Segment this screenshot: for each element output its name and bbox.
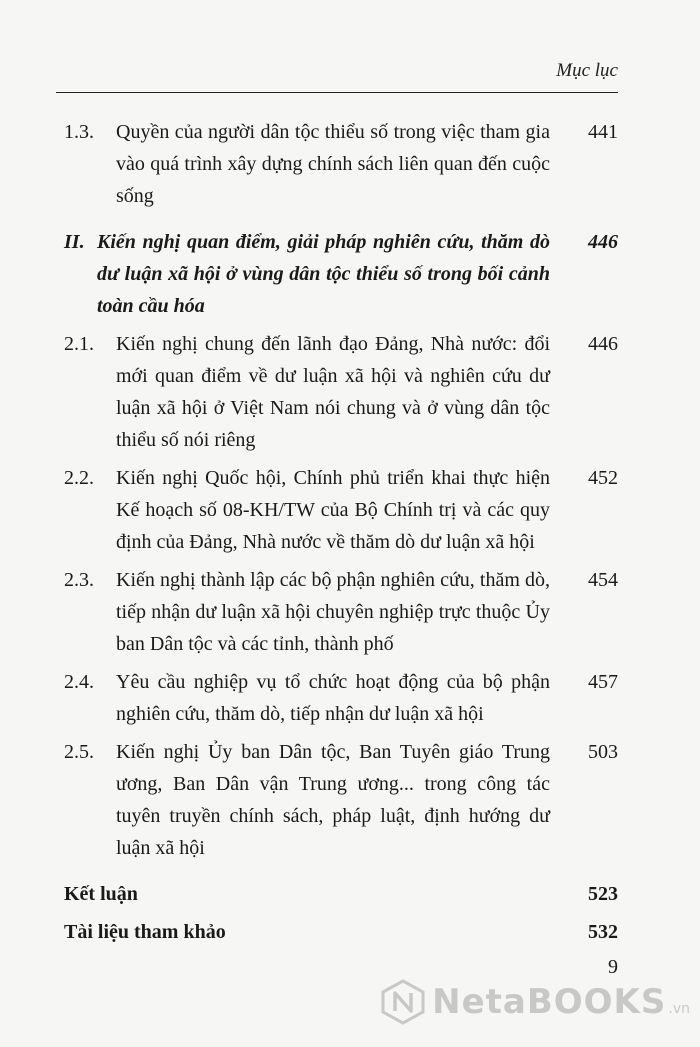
toc-entry-number: 2.2. bbox=[64, 467, 94, 489]
toc-entry-title: Tài liệu tham khảo bbox=[64, 921, 226, 943]
header-rule bbox=[56, 92, 618, 93]
toc-entry-title: Kiến nghị quan điểm, giải pháp nghiên cứu, thăm dò dư luận xã hội ở vùng dân tộc thiểu số trong bối cảnh toàn cầu hóa bbox=[97, 231, 550, 317]
toc-entry bbox=[64, 462, 618, 558]
toc-entry-number: 2.1. bbox=[64, 333, 94, 355]
toc-entry-number: 1.3. bbox=[64, 121, 94, 143]
watermark-text: NetaBOOKS bbox=[432, 982, 667, 1022]
toc-entry-number: 2.3. bbox=[64, 569, 94, 591]
toc-entry-title: Kiến nghị Ủy ban Dân tộc, Ban Tuyên giáo Trung ương, Ban Dân vận Trung ương... trong công tác tuyên truyền chính sách, pháp luật, định hướng dư luận xã hội bbox=[116, 741, 550, 859]
toc-entry-title: Kiến nghị chung đến lãnh đạo Đảng, Nhà nước: đổi mới quan điểm về dư luận xã hội và nghiên cứu dư luận xã hội ở Việt Nam nói chung và ở vùng dân tộc thiểu số nói riêng bbox=[116, 333, 550, 451]
book-logo-icon bbox=[380, 979, 426, 1025]
toc-entry bbox=[64, 736, 618, 864]
toc-entry-title: Yêu cầu nghiệp vụ tổ chức hoạt động của bộ phận nghiên cứu, thăm dò, tiếp nhận dư luận xã hội bbox=[116, 671, 550, 725]
page-number: 9 bbox=[608, 956, 618, 978]
watermark-suffix: .vn bbox=[668, 1001, 690, 1017]
toc-entry bbox=[64, 328, 618, 456]
toc-entry-number: 2.5. bbox=[64, 741, 94, 763]
toc-entry-page: 441 bbox=[588, 121, 618, 143]
toc-list bbox=[64, 116, 618, 954]
toc-entry-page: 523 bbox=[588, 883, 618, 905]
toc-entry-number: 2.4. bbox=[64, 671, 94, 693]
watermark bbox=[380, 979, 690, 1025]
toc-entry bbox=[64, 666, 618, 730]
toc-entry-title: Kiến nghị Quốc hội, Chính phủ triển khai thực hiện Kế hoạch số 08-KH/TW của Bộ Chính trị và các quy định của Đảng, Nhà nước về thăm dò dư luận xã hội bbox=[116, 467, 550, 553]
toc-references bbox=[64, 916, 618, 948]
running-header-title: Mục lục bbox=[556, 60, 618, 81]
toc-entry-page: 446 bbox=[588, 333, 618, 355]
toc-entry-page: 446 bbox=[588, 231, 618, 253]
toc-entry-number: II. bbox=[64, 231, 85, 253]
toc-entry-page: 452 bbox=[588, 467, 618, 489]
toc-entry-page: 503 bbox=[588, 741, 618, 763]
toc-entry-page: 457 bbox=[588, 671, 618, 693]
toc-entry-page: 532 bbox=[588, 921, 618, 943]
toc-section-heading bbox=[64, 226, 618, 322]
toc-entry bbox=[64, 116, 618, 212]
toc-entry-title: Kiến nghị thành lập các bộ phận nghiên cứu, thăm dò, tiếp nhận dư luận xã hội chuyên nghiệp trực thuộc Ủy ban Dân tộc và các tỉnh, thành phố bbox=[116, 569, 550, 655]
toc-conclusion bbox=[64, 878, 618, 910]
toc-entry-title: Kết luận bbox=[64, 883, 138, 905]
toc-entry bbox=[64, 564, 618, 660]
toc-entry-title: Quyền của người dân tộc thiểu số trong việc tham gia vào quá trình xây dựng chính sách liên quan đến cuộc sống bbox=[116, 121, 550, 207]
toc-entry-page: 454 bbox=[588, 569, 618, 591]
